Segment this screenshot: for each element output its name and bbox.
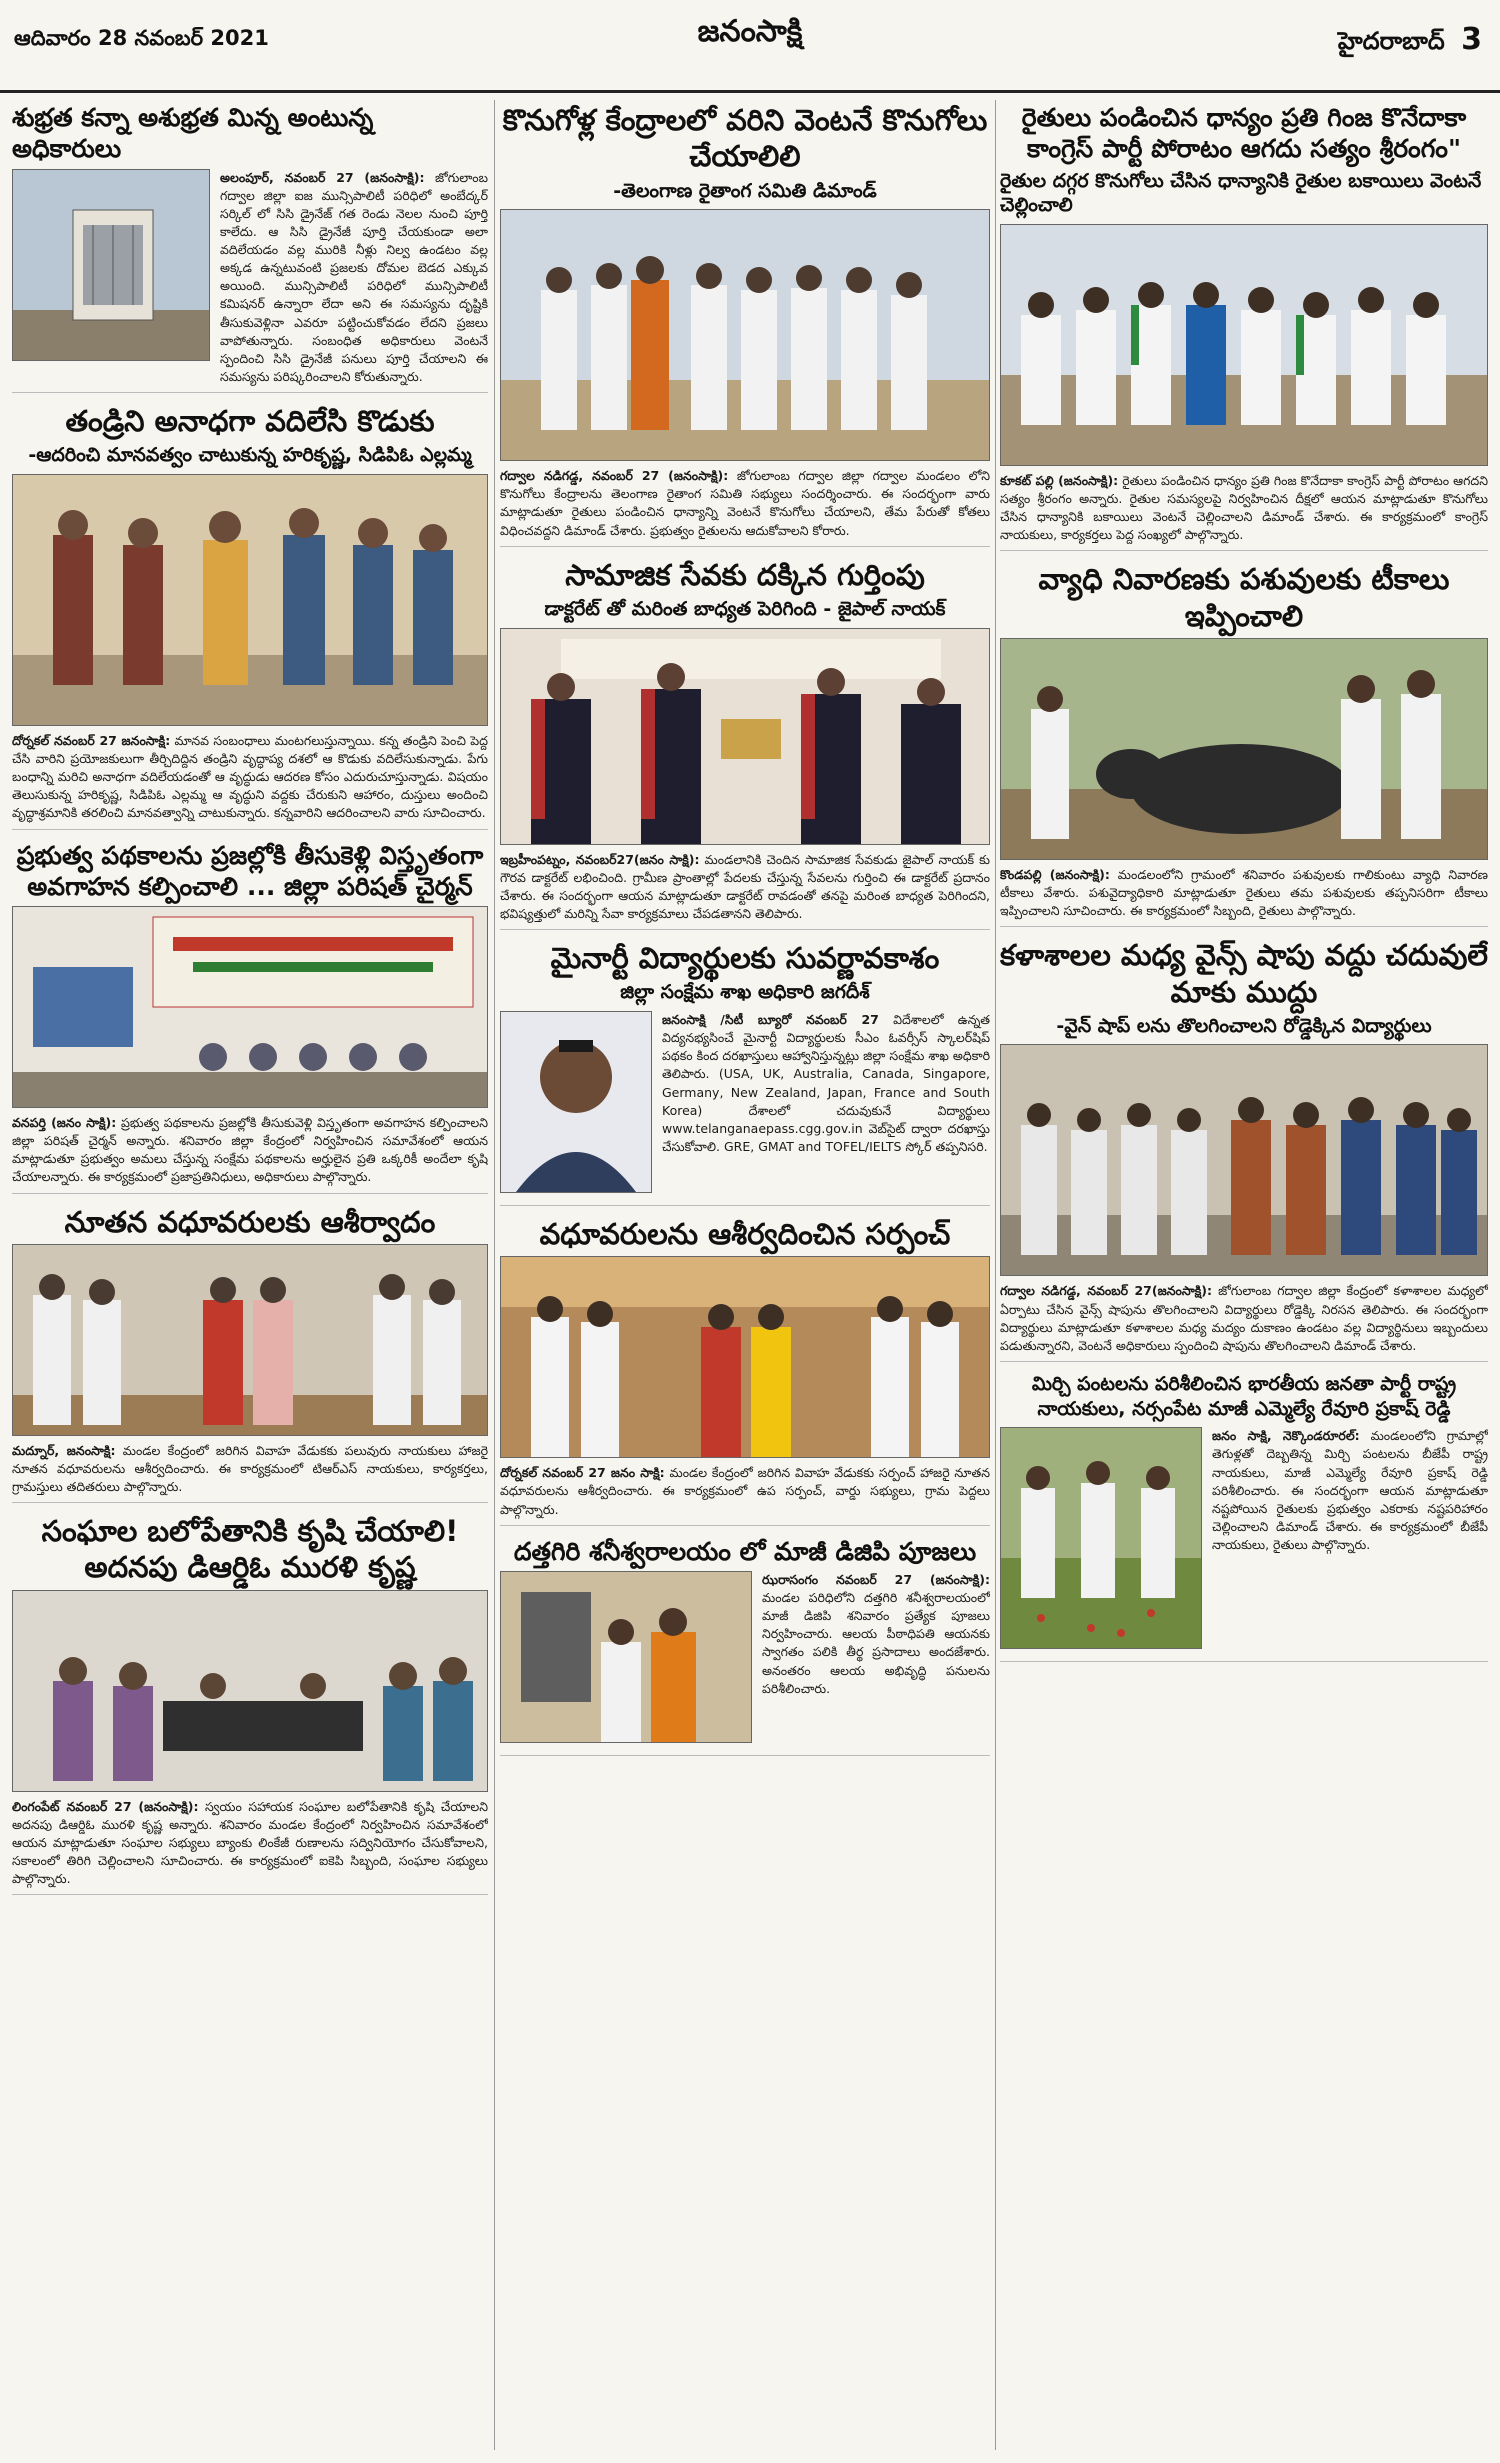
news-photo xyxy=(500,1571,752,1743)
column-left xyxy=(12,100,488,2450)
story-wine-shop-protest xyxy=(1000,937,1488,1362)
dateline: లింగంపేట్‌ నవంబర్‌ 27 (జనంసాక్షి): xyxy=(12,1798,199,1814)
news-photo xyxy=(1000,638,1488,860)
issue-date: ఆదివారం 28 నవంబర్ 2021 xyxy=(14,26,269,50)
news-photo xyxy=(1000,224,1488,466)
article-body: మండల కేంద్రంలో జరిగిన వివాహ వేడుకకు పలువురు నాయకులు హాజరై నూతన వధూవరులను ఆశీర్వదించారు. ఈ కార్యక్రమంలో టిఆర్‌ఎస్‌ నాయకులు, కార్యకర్తలు, గ్రామస్తులు తదితరులు పాల్గొన్నారు. xyxy=(12,1442,488,1495)
headline: మైనార్టీ విద్యార్థులకు సువర్ణావకాశం xyxy=(550,941,940,976)
article-body: మానవ సంబంధాలు మంటగలుస్తున్నాయి. కన్న తండ్రిని పెంచి పెద్ద చేసి వారిని ప్రయోజకులుగా తీర్చిదిద్దిన తండ్రిని వృద్ధాప్య దశలో ఆ కొడుకు వదిలేసుకున్నాడు. పేగు బంధాన్ని మరిచి అనాధగా వదిలేయడంతో ఆ వృద్ధుడు ఆదరణ కోసం ఎదురుచూస్తున్నాడు. విషయం తెలుసుకున్న హరికృష్ణ, సిడిపిఓ ఎల్లమ్మ ఆ వృద్ధుని వద్దకు చేరుకుని ఆహారం, దుస్తులు అందించి వృద్ధాశ్రమానికి తరలించి మానవత్వాన్ని చాటుకున్నారు. కన్నవారిని ఆదరించాలని వారు సూచించారు. xyxy=(12,732,488,821)
article-body: జోగులాంబ గద్వాల జిల్లా గద్వాల మండలం లోని కొనుగోలు కేంద్రాలను తెలంగాణ రైతాంగ సమితి సభ్యులు సందర్శించారు. ఈ సందర్భంగా వారు మాట్లాడుతూ రైతులు పండించిన ధాన్యాన్ని వెంటనే కొనుగోలు చేయాలని, తేమ పేరుతో కోతలు విధించవద్దని డిమాండ్‌ చేశారు. ప్రభుత్వం రైతులను ఆదుకోవాలని కోరారు. xyxy=(500,468,990,538)
headline: కళాశాలల మధ్య వైన్స్‌ షాపు వద్దు చదువులే మాకు ముద్దు xyxy=(1000,938,1488,1009)
headline: సామాజిక సేవకు దక్కిన గుర్తింపు xyxy=(565,557,925,592)
headline: ప్రభుత్వ పథకాలను ప్రజల్లోకి తీసుకెళ్లి విస్తృతంగా అవగాహన కల్పించాలి ... జిల్లా పరిషత్‌ చైర్మన్‌ xyxy=(16,840,484,901)
dateline: కొండపల్లి (జనంసాక్షి): xyxy=(1000,866,1110,882)
news-photo xyxy=(12,1244,488,1436)
portrait-photo xyxy=(500,1011,652,1193)
page-number: 3 xyxy=(1461,22,1482,57)
dateline: ఇబ్రహీంపట్నం, నవంబర్‌27(జనం సాక్షి): xyxy=(500,851,700,867)
story-shg-strengthening xyxy=(12,1513,488,1895)
dateline: దోర్నకల్‌ నవంబర్‌ 27 జనం సాక్షి: xyxy=(500,1465,665,1481)
edition-city: హైదరాబాద్ xyxy=(1337,27,1445,55)
dateline: దోర్నకల్‌ నవంబర్‌ 27 జనంసాక్షి: xyxy=(12,732,171,748)
article-body: మండలంలోని గ్రామాల్లో తెగుళ్లతో దెబ్బతిన్న మిర్చి పంటలను బీజేపీ రాష్ట్ర నాయకులు, మాజీ ఎమ్మెల్యే రేవూరి ప్రకాష్‌ రెడ్డి పరిశీలించారు. ఈ సందర్భంగా ఆయన మాట్లాడుతూ నష్టపోయిన రైతులకు ప్రభుత్వం ఎకరాకు నష్టపరిహారం చెల్లించాలని డిమాండ్‌ చేశారు. ఈ కార్యక్రమంలో బీజేపీ నాయకులు, రైతులు పాల్గొన్నారు. xyxy=(1212,1428,1488,1553)
news-photo xyxy=(500,209,990,461)
story-temple-prayers xyxy=(500,1536,990,1756)
column-divider xyxy=(995,100,996,2450)
story-chilli-inspection xyxy=(1000,1372,1488,1662)
story-doctorate-recognition xyxy=(500,557,990,930)
article-body: జోగులాంబ గద్వాల జిల్లా కేంద్రంలో కళాశాలల మధ్యలో ఏర్పాటు చేసిన వైన్స్‌ షాపును తొలగించాలని విద్యార్థులు రోడ్డెక్కి నిరసన తెలిపారు. ఈ సందర్భంగా విద్యార్థులు మాట్లాడుతూ కళాశాలల మధ్య మద్యం దుకాణం ఉండటం వల్ల విద్యార్థినులు ఇబ్బందులు పడుతున్నారని, వెంటనే అధికారులు స్పందించి షాపును తొలగించాలని డిమాండ్‌ చేశారు. xyxy=(1000,1283,1488,1353)
story-sarpanch-wedding xyxy=(500,1216,990,1526)
news-photo xyxy=(1000,1044,1488,1276)
subheadline: డాక్టరేట్‌ తో మరింత బాధ్యత పెరిగింది - జైపాల్‌ నాయక్‌ xyxy=(544,597,946,620)
news-photo xyxy=(500,1256,990,1458)
article-body: స్వయం సహాయక సంఘాల బలోపేతానికి కృషి చేయాలని అదనపు డిఆర్డిఓ మురళి కృష్ణ అన్నారు. శనివారం మండల కేంద్రంలో నిర్వహించిన సమావేశంలో ఆయన మాట్లాడుతూ సంఘాల సభ్యులు బ్యాంకు లింకేజీ రుణాలను సద్వినియోగం చేసుకోవాలని, సకాలంలో తిరిగి చెల్లించాలని సూచించారు. ఈ కార్యక్రమంలో ఐకెపి సిబ్బంది, సంఘాల సభ్యులు పాల్గొన్నారు. xyxy=(12,1798,488,1887)
article-body: మండల పరిధిలోని దత్తగిరి శనీశ్వరాలయంలో మాజీ డిజిపి శనివారం ప్రత్యేక పూజలు నిర్వహించారు. ఆలయ పీఠాధిపతి ఆయనకు స్వాగతం పలికి తీర్థ ప్రసాదాలు అందజేశారు. అనంతరం ఆలయ అభివృద్ధి పనులను పరిశీలించారు. xyxy=(762,1590,990,1696)
story-minority-scholarship xyxy=(500,940,990,1206)
subheadline: -తెలంగాణ రైతాంగ సమితి డిమాండ్‌ xyxy=(613,179,877,202)
news-photo xyxy=(500,628,990,845)
dateline: ఝరాసంగం నవంబర్‌ 27 (జనంసాక్షి): xyxy=(762,1571,990,1587)
headline: మిర్చి పంటలను పరిశీలించిన భారతీయ జనతా పార్టీ రాష్ట్ర నాయకులు, నర్సంపేట మాజీ ఎమ్మెల్యే రేవూరి ప్రకాష్‌ రెడ్డి xyxy=(1031,1372,1457,1420)
subheadline: -ఆదరించి మానవత్వం చాటుకున్న హరికృష్ణ, సిడిపిఓ ఎల్లమ్మ xyxy=(28,444,472,467)
dateline: జనం సాక్షి, నెక్కొండరూరల్: xyxy=(1212,1428,1360,1444)
story-congress-paddy xyxy=(1000,102,1488,551)
story-sanitation xyxy=(12,102,488,393)
subheadline: -వైన్‌ షాప్‌ లను తొలగించాలని రోడ్డెక్కిన విద్యార్థులు xyxy=(1056,1014,1432,1037)
dateline: మద్నూర్‌, జనంసాక్షి: xyxy=(12,1442,116,1458)
article-body: జోగులాంబ గద్వాల జిల్లా ఐజ మున్సిపాలిటీ పరిధిలో అంబేద్కర్‌ సర్కిల్‌ లో సిసి డ్రైనేజ్‌ గత రెండు నెలల నుంచి పూర్తి కాలేదు. ఆ సిసి డ్రైనేజీ పూర్తి చేయకుండా అలా వదిలేయడం వల్ల మురికి నీళ్లు నిల్వ ఉండటం వల్ల అక్కడ ఉన్నటువంటి ప్రజలకు దోమల బెడద ఎక్కువ అయింది. మున్సిపాలిటీ పరిధిలో మున్సిపాలిటీ కమిషనర్‌ ఉన్నారా లేదా అని ఈ సమస్యను దృష్టికి తీసుకువెళ్లినా ఎవరూ పట్టించుకోవడం లేదని ప్రజలు వాపోతున్నారు. సంబంధిత అధికారులు వెంటనే స్పందించి సిసి డ్రైనేజీ పనులు పూర్తి చేయాలని ఈ సమస్యను పరిష్కరించాలని కోరుతున్నారు. xyxy=(220,169,488,384)
article-body: రైతులు పండించిన ధాన్యం ప్రతి గింజ కొనేదాకా కాంగ్రెస్‌ పార్టీ పోరాటం ఆగదని సత్యం శ్రీరంగం అన్నారు. రైతుల సమస్యలపై నిర్వహించిన దీక్షలో ఆయన మాట్లాడుతూ కొనుగోలు చేసిన ధాన్యానికి బకాయిలు వెంటనే చెల్లించాలని డిమాండ్‌ చేశారు. ఈ కార్యక్రమంలో కాంగ్రెస్‌ నాయకులు, కార్యకర్తలు పెద్ద సంఖ్యలో పాల్గొన్నారు. xyxy=(1000,472,1488,543)
headline: కొనుగోళ్ల కేంద్రాలలో వరిని వెంటనే కొనుగోలు చేయాలిలి xyxy=(502,103,988,174)
column-center xyxy=(500,100,990,2450)
dateline: గద్వాల నడిగడ్డ, నవంబర్‌ 27(జనంసాక్షి): xyxy=(1000,1283,1212,1299)
column-divider xyxy=(494,100,495,2450)
newspaper-name: జనంసాక్షి xyxy=(697,14,803,49)
subheadline: జిల్లా సంక్షేమ శాఖ అధికారి జగదీశ్‌ xyxy=(620,981,870,1004)
article-body: మండలానికి చెందిన సామాజిక సేవకుడు జైపాల్‌ నాయక్‌ కు గౌరవ డాక్టరేట్‌ లభించింది. గ్రామీణ ప్రాంతాల్లో పేదలకు చేస్తున్న సేవలను గుర్తించి ఈ డాక్టరేట్‌ ప్రదానం చేశారు. ఈ సందర్భంగా ఆయన మాట్లాడుతూ డాక్టరేట్‌ రావడంతో తనపై మరింత బాధ్యత పెరిగిందని, భవిష్యత్తులో మరిన్ని సేవా కార్యక్రమాలు చేపడతానని తెలిపారు. xyxy=(500,851,990,921)
article-body: మండల కేంద్రంలో జరిగిన వివాహ వేడుకకు సర్పంచ్‌ హాజరై నూతన వధూవరులను ఆశీర్వదించారు. ఈ కార్యక్రమంలో ఉప సర్పంచ్‌, వార్డు సభ్యులు, గ్రామ పెద్దలు పాల్గొన్నారు. xyxy=(500,1465,990,1517)
edition-block xyxy=(1338,22,1482,61)
article-body: విదేశాలలో ఉన్నత విద్యనభ్యసించే మైనార్టీ విద్యార్థులకు సీఎం ఓవర్సీస్‌ స్కాలర్‌షిప్‌ పథకం కింద దరఖాస్తులు ఆహ్వానిస్తున్నట్లు జిల్లా సంక్షేమ శాఖ అధికారి తెలిపారు. (USA, UK, Australia, Canada, Singapore, Germany, New Zealand, Japan, France and South Korea) దేశాలలో చదువుకునే విద్యార్థులు www.telanganaepass.cgg.gov.in వెబ్‌సైట్‌ ద్వారా దరఖాస్తు చేసుకోవాలి. GRE, GMAT and TOFEL/IELTS స్కోర్‌ తప్పనిసరి. xyxy=(662,1012,990,1154)
dateline: అలంపూర్‌, నవంబర్‌ 27 (జనంసాక్షి): xyxy=(220,169,425,185)
story-cattle-vaccination xyxy=(1000,561,1488,927)
headline: శుభ్రత కన్నా అశుభ్రత మిన్న అంటున్న అధికారులు xyxy=(12,103,374,164)
dateline: గద్వాల నడిగడ్డ, నవంబర్‌ 27 (జనంసాక్షి): xyxy=(500,468,729,484)
headline: తండ్రిని అనాధగా వదిలేసి కొడుకు xyxy=(65,404,435,438)
headline: దత్తగిరి శనీశ్వరాలయం లో మాజీ డిజిపి పూజలు xyxy=(513,1536,977,1566)
headline: వధూవరులను ఆశీర్వదించిన సర్పంచ్‌ xyxy=(539,1217,951,1252)
news-photo xyxy=(12,1590,488,1792)
headline: రైతులు పండించిన ధాన్యం ప్రతి గింజ కొనేదాకా కాంగ్రెస్‌ పార్టీ పోరాటం ఆగదు సత్యం శ్రీరంగం" xyxy=(1021,103,1467,164)
article-body: మండలంలోని గ్రామంలో శనివారం పశువులకు గాలికుంటు వ్యాధి నివారణ టీకాలు వేశారు. పశువైద్యాధికారి మాట్లాడుతూ రైతులు తమ పశువులకు తప్పనిసరిగా టీకాలు ఇప్పించాలని సూచించారు. ఈ కార్యక్రమంలో సిబ్బంది, రైతులు పాల్గొన్నారు. xyxy=(1000,866,1488,919)
headline: సంఘాల బలోపేతానికి కృషి చేయాలి! అదనపు డిఆర్డిఓ మురళి కృష్ణ xyxy=(41,1514,459,1585)
story-abandoned-father xyxy=(12,403,488,830)
dateline: జనంసాక్షి /సిటీ బ్యూరో నవంబర్‌ 27 xyxy=(662,1012,879,1028)
story-welfare-awareness xyxy=(12,840,488,1194)
news-photo xyxy=(12,474,488,726)
headline: వ్యాధి నివారణకు పశువులకు టీకాలు ఇప్పించాలి xyxy=(1038,562,1450,633)
dateline: కూకట్‌ పల్లి (జనంసాక్షి): xyxy=(1000,472,1119,488)
dateline: వనపర్తి (జనం సాక్షి): xyxy=(12,1115,117,1131)
news-photo xyxy=(12,906,488,1108)
headline: నూతన వధూవరులకు ఆశీర్వాదం xyxy=(64,1204,436,1239)
news-photo xyxy=(1000,1427,1202,1649)
story-paddy-procurement xyxy=(500,102,990,547)
column-right xyxy=(1000,100,1488,2450)
subheadline: రైతుల దగ్గర కొనుగోలు చేసిన ధాన్యానికి రైతుల బకాయిలు వెంటనే చెల్లించాలి xyxy=(1000,169,1482,217)
article-body: ప్రభుత్వ పథకాలను ప్రజల్లోకి తీసుకువెళ్లి విస్తృతంగా అవగాహన కల్పించాలని జిల్లా పరిషత్‌ చైర్మన్‌ అన్నారు. శనివారం జిల్లా కేంద్రంలో నిర్వహించిన సమావేశంలో ఆయన మాట్లాడుతూ ప్రభుత్వం అమలు చేస్తున్న సంక్షేమ పథకాలను అర్హులైన ప్రతి ఒక్కరికీ అందేలా కృషి చేయాలన్నారు. ఈ కార్యక్రమంలో ప్రజాప్రతినిధులు, అధికారులు పాల్గొన్నారు. xyxy=(12,1115,488,1185)
news-photo xyxy=(12,169,210,361)
masthead xyxy=(0,0,1500,93)
story-newlyweds-blessing xyxy=(12,1204,488,1504)
